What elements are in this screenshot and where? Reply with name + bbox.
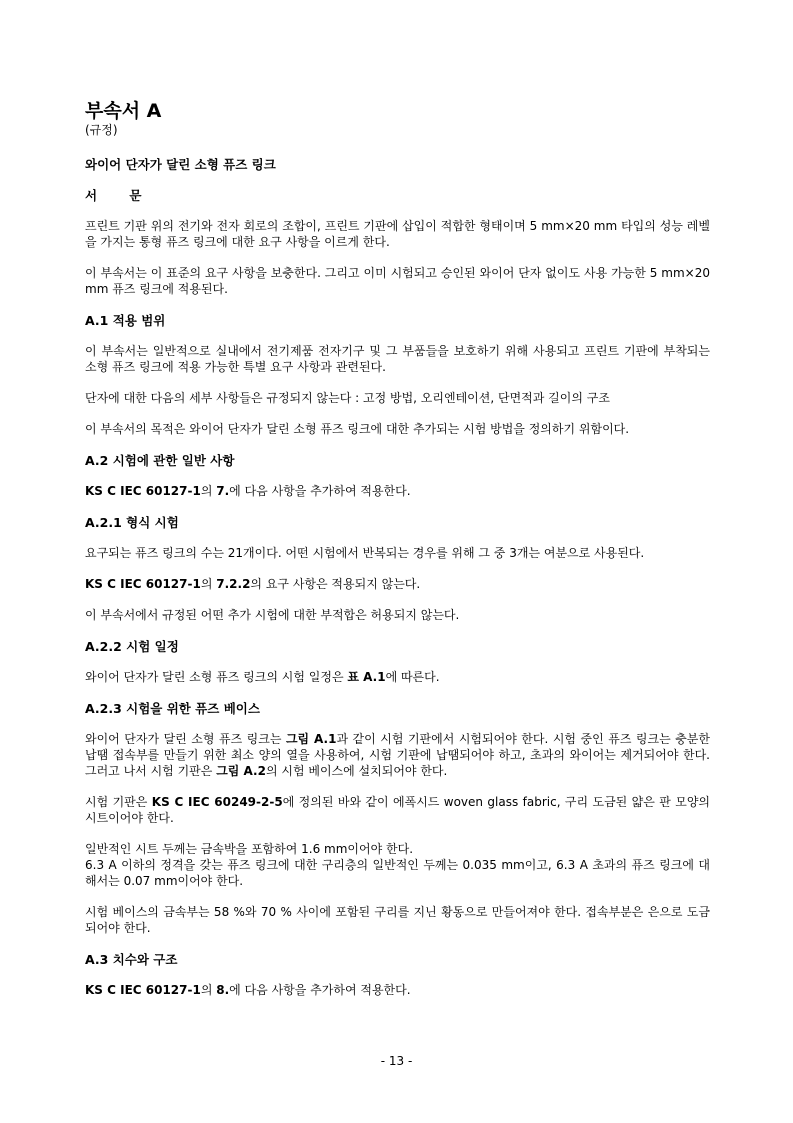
clause-reference: 7.2.2 bbox=[216, 577, 251, 591]
annex-title: 부속서 A bbox=[85, 100, 162, 122]
section-a22-heading: A.2.2 시험 일정 bbox=[85, 639, 179, 654]
section-a2-paragraph-1: KS C IEC 60127-1의 7.에 다음 사항을 추가하여 적용한다. bbox=[85, 484, 411, 498]
intro-paragraph-1: 프린트 기판 위의 전기와 전자 회로의 조합이, 프린트 기판에 삽입이 적합한 형태이며 5 mm×20 mm 타입의 성능 레벨을 가지는 통형 퓨즈 링크에 대한 요구 사항을 이르게 한다. bbox=[85, 219, 710, 249]
section-a1-heading: A.1 적용 범위 bbox=[85, 313, 166, 328]
table-reference: 표 A.1 bbox=[347, 670, 386, 684]
standard-reference: KS C IEC 60127-1 bbox=[85, 484, 201, 498]
section-a23-paragraph-4: 6.3 A 이하의 정격을 갖는 퓨즈 링크에 대한 구리층의 일반적인 두께는 0.035 mm이고, 6.3 A 초과의 퓨즈 링크에 대해서는 0.07 mm이어야 한다. bbox=[85, 858, 710, 888]
section-a3-heading: A.3 치수와 구조 bbox=[85, 952, 178, 967]
section-a22-paragraph-1: 와이어 단자가 달린 소형 퓨즈 링크의 시험 일정은 표 A.1에 따른다. bbox=[85, 670, 440, 684]
section-a1-paragraph-3: 이 부속서의 목적은 와이어 단자가 달린 소형 퓨즈 링크에 대한 추가되는 시험 방법을 정의하기 위함이다. bbox=[85, 422, 630, 436]
section-a23-paragraph-2: 시험 기판은 KS C IEC 60249-2-5에 정의된 바와 같이 에폭시드 woven glass fabric, 구리 도금된 얇은 판 모양의 시트이어야 한다. bbox=[85, 795, 711, 825]
annex-subtitle: (규정) bbox=[85, 123, 118, 137]
section-a23-heading: A.2.3 시험을 위한 퓨즈 베이스 bbox=[85, 701, 260, 716]
clause-reference: 7. bbox=[216, 484, 230, 498]
section-a3-paragraph-1: KS C IEC 60127-1의 8.에 다음 사항을 추가하여 적용한다. bbox=[85, 983, 411, 997]
document-title: 와이어 단자가 달린 소형 퓨즈 링크 bbox=[85, 157, 276, 172]
document-page bbox=[85, 100, 710, 1013]
standard-reference: KS C IEC 60127-1 bbox=[85, 577, 201, 591]
section-a21-paragraph-1: 요구되는 퓨즈 링크의 수는 21개이다. 어떤 시험에서 반복되는 경우를 위해 그 중 3개는 여분으로 사용된다. bbox=[85, 546, 645, 560]
clause-reference: 8. bbox=[216, 983, 230, 997]
standard-reference: KS C IEC 60249-2-5 bbox=[151, 795, 283, 809]
section-a1-paragraph-2: 단자에 대한 다음의 세부 사항들은 규정되지 않는다 : 고정 방법, 오리엔테이션, 단면적과 길이의 구조 bbox=[85, 391, 610, 405]
section-a23-paragraph-1: 와이어 단자가 달린 소형 퓨즈 링크는 그림 A.1과 같이 시험 기판에서 시험되어야 한다. 시험 중인 퓨즈 링크는 충분한 납땜 접속부를 만들기 위한 최소 양의 열을 사용하여, 시험 기판에 납땜되어야 하고, 초과의 와이어는 제거되어야 한다. 그러고 나서 시험 기판은 그림 A.2의 시험 베이스에 설치되어야 한다. bbox=[85, 732, 710, 778]
section-a1-paragraph-1: 이 부속서는 일반적으로 실내에서 전기제품 전자기구 및 그 부품들을 보호하기 위해 사용되고 프린트 기판에 부착되는 소형 퓨즈 링크에 적용 가능한 특별 요구 사항과 관련된다. bbox=[85, 344, 710, 374]
section-a21-heading: A.2.1 형식 시험 bbox=[85, 515, 179, 530]
section-a21-paragraph-2: KS C IEC 60127-1의 7.2.2의 요구 사항은 적용되지 않는다. bbox=[85, 577, 421, 591]
section-a23-paragraph-5: 시험 베이스의 금속부는 58 %와 70 % 사이에 포함된 구리를 지닌 황동으로 만들어져야 한다. 접속부분은 은으로 도금되어야 한다. bbox=[85, 905, 710, 935]
section-a21-paragraph-3: 이 부속서에서 규정된 어떤 추가 시험에 대한 부적합은 허용되지 않는다. bbox=[85, 608, 460, 622]
figure-reference: 그림 A.1 bbox=[285, 732, 337, 746]
page-number: - 13 - bbox=[380, 1054, 413, 1068]
standard-reference: KS C IEC 60127-1 bbox=[85, 983, 201, 997]
intro-heading: 서 문 bbox=[85, 188, 156, 203]
intro-paragraph-2: 이 부속서는 이 표준의 요구 사항을 보충한다. 그리고 이미 시험되고 승인된 와이어 단자 없이도 사용 가능한 5 mm×20 mm 퓨즈 링크에 적용된다. bbox=[85, 266, 710, 296]
section-a2-heading: A.2 시험에 관한 일반 사항 bbox=[85, 453, 235, 468]
section-a23-paragraph-3: 일반적인 시트 두께는 금속박을 포함하여 1.6 mm이어야 한다. bbox=[85, 842, 414, 856]
figure-reference: 그림 A.2 bbox=[216, 764, 266, 778]
